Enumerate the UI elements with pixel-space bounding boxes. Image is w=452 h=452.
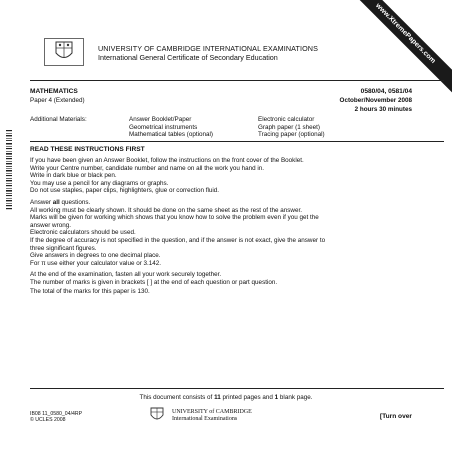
document-codes: IB08 11_0580_04/4RP © UCLES 2008 xyxy=(30,411,83,424)
material-item: Geometrical instruments xyxy=(129,123,198,131)
material-item: Tracing paper (optional) xyxy=(258,131,325,139)
material-item: Mathematical tables (optional) xyxy=(129,131,213,139)
instruction-line: answer wrong. xyxy=(30,221,71,229)
material-item: Electronic calculator xyxy=(258,116,315,123)
exam-board-title: UNIVERSITY OF CAMBRIDGE INTERNATIONAL EXAMINATIONS xyxy=(98,44,318,53)
watermark-banner: www.XtremePapers.com xyxy=(346,0,452,93)
instruction-line: Marks will be given for working which shows that you know how to solve the problem even if you get the xyxy=(30,214,319,222)
barcode-image xyxy=(5,130,13,210)
instructions-heading: READ THESE INSTRUCTIONS FIRST xyxy=(30,146,145,153)
footer-logo-text: UNIVERSITY of CAMBRIDGE International Examinations xyxy=(172,409,252,422)
instruction-line: Do not use staples, paper clips, highlighters, glue or correction fluid. xyxy=(30,187,220,195)
instruction-line: At the end of the examination, fasten all your work securely together. xyxy=(30,271,222,278)
instructions-end xyxy=(30,271,430,296)
divider xyxy=(30,388,444,389)
instruction-line: Electronic calculators should be used. xyxy=(30,229,136,237)
page-count-note: This document consists of 11 printed pages and 1 blank page. xyxy=(139,394,313,401)
exam-duration: 2 hours 30 minutes xyxy=(354,106,412,113)
instruction-line: Write in dark blue or black pen. xyxy=(30,172,117,180)
material-item: Answer Booklet/Paper xyxy=(129,116,192,123)
materials-label: Additional Materials: xyxy=(30,116,87,123)
paper-codes: 0580/04, 0581/04 xyxy=(360,88,412,95)
divider xyxy=(30,141,444,142)
instruction-line: If the degree of accuracy is not specified in the question, and if the answer is not exact, give the answer to xyxy=(30,236,326,244)
subject-title: MATHEMATICS xyxy=(30,88,78,95)
instruction-line: For π use either your calculator value or 3.142. xyxy=(30,259,162,267)
instructions-general xyxy=(30,157,430,195)
instruction-line: The number of marks is given in brackets [ ] at the end of each question or part question. xyxy=(30,278,278,286)
exam-session: October/November 2008 xyxy=(339,97,412,104)
turn-over-label: [Turn over xyxy=(379,413,412,420)
instruction-line: Answer all questions. xyxy=(30,199,91,206)
instruction-line: You may use a pencil for any diagrams or graphs. xyxy=(30,179,169,187)
instruction-line: Give answers in degrees to one decimal place. xyxy=(30,252,161,260)
material-item: Graph paper (1 sheet) xyxy=(258,123,320,131)
materials-list-left xyxy=(129,116,213,139)
instruction-line: The total of the marks for this paper is 130. xyxy=(30,288,150,296)
cambridge-shield-icon xyxy=(148,406,166,424)
divider xyxy=(30,80,444,81)
materials-list-right xyxy=(258,116,325,139)
qualification-title: International General Certificate of Secondary Education xyxy=(98,53,278,62)
instruction-line: If you have been given an Answer Booklet, follow the instructions on the front cover of the Booklet. xyxy=(30,157,304,164)
paper-title: Paper 4 (Extended) xyxy=(30,97,85,104)
instruction-line: Write your Centre number, candidate number and name on all the work you hand in. xyxy=(30,164,265,172)
instructions-answering xyxy=(30,199,430,267)
instruction-line: All working must be clearly shown. It should be done on the same sheet as the rest of the answer. xyxy=(30,206,302,214)
cambridge-crest-icon xyxy=(44,38,84,66)
instruction-line: three significant figures. xyxy=(30,244,97,252)
